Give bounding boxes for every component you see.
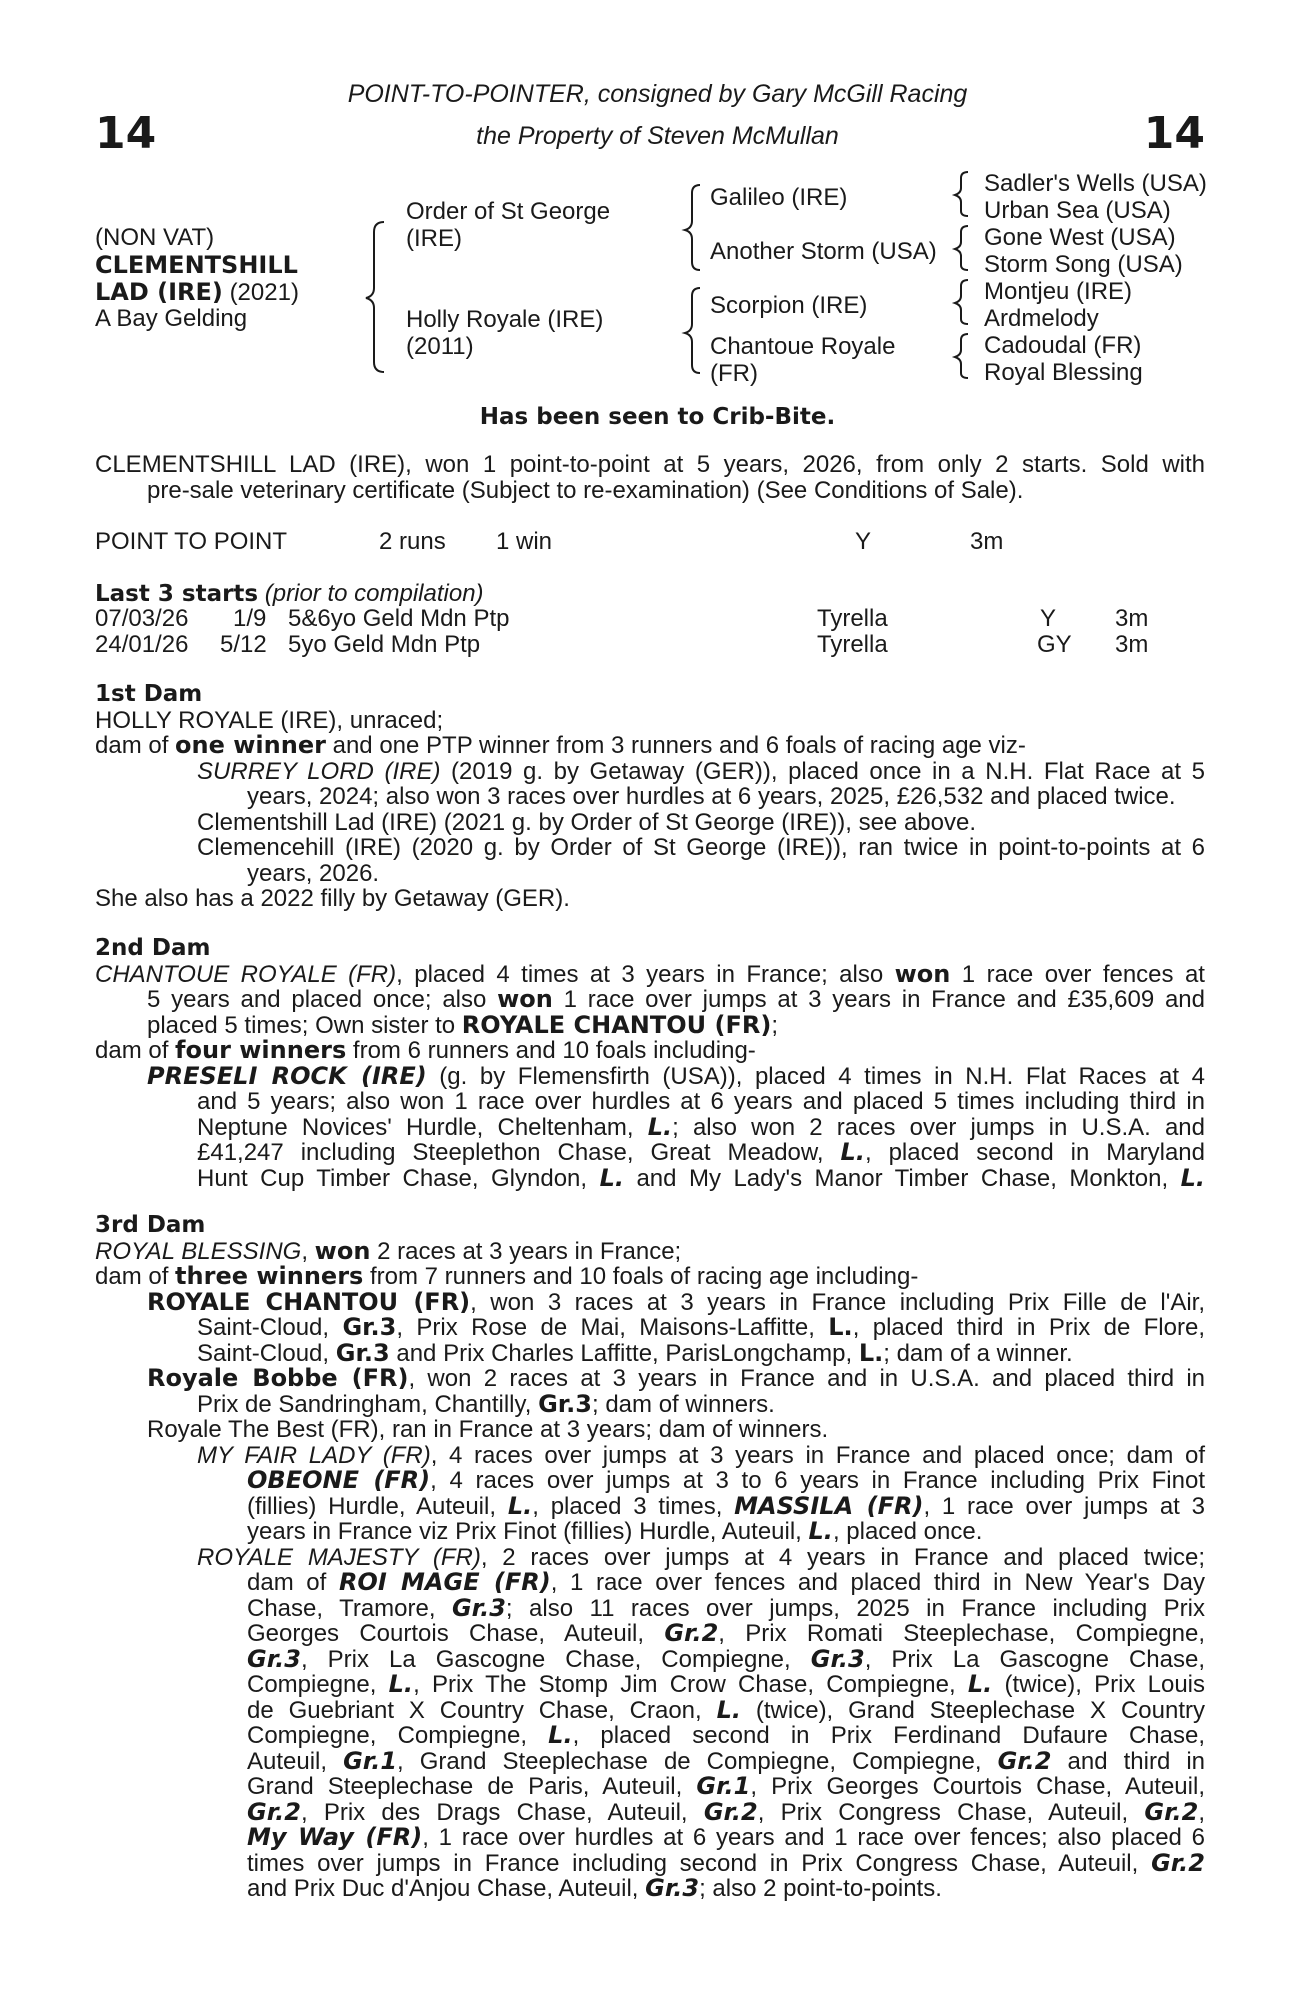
- foal-name: ROYALE MAJESTY (FR): [197, 1543, 481, 1571]
- property-line: the Property of Steven McMullan: [476, 122, 839, 150]
- para-line: [95, 1797, 1205, 1826]
- second-dam-section: [95, 936, 1205, 1191]
- para-line: [95, 1366, 1205, 1392]
- foal-entry: Clemencehill (IRE) (2020 g. by Order of St George (IRE)), ran twice in point-to-points at 6: [197, 834, 1205, 861]
- start-distance: 3m: [1115, 605, 1149, 632]
- bracket-ss: [955, 172, 968, 216]
- foal-name: ROYALE CHANTOU (FR): [147, 1287, 471, 1316]
- text: Neptune Novices' Hurdle, Cheltenham,: [197, 1113, 648, 1141]
- start-date: 07/03/26: [95, 605, 189, 632]
- text: ,: [1198, 1798, 1205, 1826]
- para-line: [95, 1621, 1205, 1647]
- text: Chase, Tramore,: [247, 1594, 452, 1622]
- foal-name: ROI MAGE (FR): [338, 1568, 551, 1596]
- bracket-sd: [955, 226, 968, 270]
- text: (g. by Flemensfirth (USA)), placed 4 times in N.H. Flat Races at 4: [426, 1062, 1205, 1090]
- para-line: [95, 1746, 1206, 1775]
- text: (twice), Prix Louis: [992, 1671, 1206, 1698]
- foal-name: My Way (FR): [247, 1823, 423, 1851]
- para-line: [95, 1338, 1205, 1367]
- text: Saint-Cloud,: [197, 1314, 343, 1341]
- para-line: [95, 1545, 1205, 1571]
- ped-sss: Sadler's Wells (USA): [984, 170, 1207, 197]
- para-line: [95, 1287, 1205, 1316]
- horse-year: (2021): [229, 279, 299, 306]
- start-race: 5&6yo Geld Mdn Ptp: [288, 605, 510, 632]
- horse-name-suffix: LAD (IRE): [95, 278, 223, 306]
- start-date: 24/01/26: [95, 631, 189, 658]
- start-position: 1/9: [233, 605, 267, 632]
- sire-sire: Galileo (IRE): [710, 184, 848, 211]
- para-line: [95, 1112, 1205, 1141]
- text: and Prix Charles Laffitte, ParisLongchamp,: [389, 1339, 859, 1367]
- foal-entry: [95, 759, 1205, 785]
- text: ; dam of a winner.: [883, 1339, 1073, 1367]
- text: , 1 race over jumps at 3: [923, 1492, 1205, 1520]
- first-dam-section: [95, 682, 1205, 912]
- bracket-sire: [685, 185, 700, 270]
- para-line: [95, 1876, 1205, 1902]
- text: and My Lady's Manor Timber Chase, Monkton,: [623, 1164, 1181, 1192]
- listed-tag: L.: [828, 1313, 853, 1341]
- listed-tag: L.: [599, 1163, 624, 1192]
- text: , placed second in Prix Ferdinand Dufaure Chase,: [572, 1722, 1206, 1749]
- ptp-distance: 3m: [970, 528, 1004, 555]
- text: from 7 runners and 10 foals of racing age including-: [363, 1263, 919, 1290]
- first-dam-filly: She also has a 2022 filly by Getaway (GER).: [95, 885, 570, 912]
- group-tag: Gr.3: [645, 1874, 700, 1902]
- text: Compiegne, Compiegne,: [247, 1722, 549, 1749]
- para-line: [95, 1848, 1205, 1877]
- text: , 4 races over jumps at 3 to 6 years in France including Prix Finot: [430, 1467, 1205, 1494]
- ped-ddd: Royal Blessing: [984, 359, 1143, 386]
- text: £41,247 including Steeplethon Chase, Great Meadow,: [197, 1139, 841, 1166]
- first-dam-produce: [95, 733, 1205, 759]
- listed-tag: L.: [808, 1517, 833, 1545]
- listed-tag: L.: [858, 1338, 884, 1367]
- para-line: [95, 1236, 1205, 1265]
- foal-name: Royale Bobbe (FR): [147, 1364, 409, 1392]
- group-tag: Gr.3: [538, 1389, 592, 1418]
- start-going: GY: [1037, 631, 1072, 658]
- text: , won 3 races at 3 years in France including Prix Fille de l'Air,: [470, 1288, 1205, 1316]
- para-line: [95, 1491, 1205, 1520]
- text: and one PTP winner from 3 runners and 6 foals of racing age viz-: [325, 732, 1026, 759]
- foal-entry-cont: years, 2024; also won 3 races over hurdles at 6 years, 2025, £26,532 and placed twice.: [247, 783, 1176, 810]
- group-tag: Gr.2: [247, 1797, 301, 1826]
- group-tag: Gr.3: [335, 1338, 390, 1367]
- winners-count: three winners: [175, 1262, 364, 1290]
- para-line: [95, 1774, 1205, 1800]
- text: 2 races at 3 years in France;: [370, 1237, 682, 1265]
- ptp-label: POINT TO POINT: [95, 528, 288, 555]
- para-line: Royale The Best (FR), ran in France at 3 years; dam of winners.: [147, 1416, 829, 1443]
- text: , Prix des Drags Chase, Auteuil,: [300, 1798, 704, 1826]
- text: ; dam of winners.: [592, 1390, 775, 1418]
- text: , Grand Steeplechase de Compiegne, Compiegne,: [397, 1747, 998, 1775]
- text: ; also 11 races over jumps, 2025 in France including Prix: [505, 1594, 1205, 1622]
- vat-status: (NON VAT): [95, 224, 215, 251]
- group-tag: Gr.3: [342, 1313, 397, 1341]
- horse-name-line1: CLEMENTSHILL: [95, 251, 298, 279]
- start-position: 5/12: [220, 631, 267, 658]
- text: Saint-Cloud,: [197, 1339, 336, 1367]
- text: , 2 races over jumps at 4 years in France and placed twice;: [480, 1543, 1205, 1571]
- listed-tag: L.: [548, 1721, 573, 1749]
- vice-notice: Has been seen to Crib-Bite.: [479, 404, 836, 430]
- bracket-dam: [685, 288, 700, 373]
- sire-dam: Another Storm (USA): [710, 238, 937, 265]
- para-line: [95, 1038, 1205, 1064]
- text: times over jumps in France including second in Prix Congress Chase, Auteuil,: [247, 1849, 1152, 1877]
- text: 1 race over jumps at 3 years in France and £35,609 and: [552, 986, 1205, 1013]
- bracket-dd: [955, 334, 968, 378]
- foal-name: MY FAIR LADY (FR): [197, 1441, 431, 1469]
- group-tag: Gr.2: [997, 1746, 1052, 1775]
- ped-sds: Gone West (USA): [984, 224, 1176, 251]
- para-line: [95, 1723, 1205, 1749]
- text: , placed second in Maryland: [864, 1139, 1205, 1166]
- text: , Prix Congress Chase, Auteuil,: [757, 1798, 1145, 1826]
- text: dam of: [95, 1037, 176, 1064]
- text: 5 years and placed once; also: [147, 986, 498, 1013]
- third-dam-section: [95, 1213, 1205, 1902]
- text: , Prix La Gascogne Chase,: [864, 1645, 1205, 1673]
- listed-tag: L.: [507, 1491, 533, 1520]
- text: 1 race over fences at: [950, 960, 1205, 988]
- text: Georges Courtois Chase, Auteuil,: [247, 1620, 665, 1647]
- start-distance: 3m: [1115, 631, 1149, 658]
- start-race: 5yo Geld Mdn Ptp: [288, 631, 481, 658]
- last-starts-note: (prior to compilation): [264, 580, 484, 607]
- text: dam of: [247, 1569, 339, 1596]
- dam-name: ROYAL BLESSING: [95, 1237, 302, 1265]
- text: Hunt Cup Timber Chase, Glyndon,: [197, 1164, 600, 1192]
- summary-paragraph: [95, 452, 1205, 503]
- text: dam of: [95, 1263, 176, 1290]
- text: , placed third in Prix de Flore,: [852, 1314, 1205, 1341]
- foal-name: SURREY LORD (IRE): [197, 757, 441, 785]
- text: Compiegne,: [247, 1671, 389, 1698]
- para-line: [95, 1443, 1205, 1469]
- listed-tag: L.: [647, 1112, 673, 1141]
- text: won: [497, 985, 553, 1013]
- group-tag: Gr.2: [664, 1619, 719, 1647]
- para-line: [95, 1264, 1205, 1290]
- ped-dss: Montjeu (IRE): [984, 278, 1133, 305]
- para-line: [95, 1140, 1205, 1166]
- sire-name: Order of St George: [406, 198, 611, 225]
- text: placed 5 times; Own sister to: [147, 1011, 462, 1039]
- dam-dam-country: (FR): [710, 360, 758, 387]
- lot-number-left: 14: [95, 108, 157, 159]
- ped-dsd: Ardmelody: [984, 305, 1099, 332]
- start-course: Tyrella: [817, 605, 888, 632]
- group-tag: Gr.3: [451, 1593, 506, 1622]
- para-line: [95, 1163, 1206, 1192]
- para-line: [95, 1593, 1205, 1622]
- bracket-ds: [955, 280, 968, 324]
- group-tag: Gr.1: [343, 1746, 398, 1775]
- third-dam-heading: 3rd Dam: [95, 1212, 206, 1238]
- text: , Prix Georges Courtois Chase, Auteuil,: [750, 1773, 1205, 1800]
- ped-dds: Cadoudal (FR): [984, 332, 1142, 359]
- text: (twice), Grand Steeplechase X Country: [741, 1696, 1205, 1724]
- text: , placed 3 times,: [532, 1492, 735, 1520]
- lot-number-right: 14: [1143, 108, 1205, 159]
- group-tag: Gr.3: [247, 1644, 301, 1673]
- dam-year: (2011): [406, 333, 474, 360]
- para-line: [95, 1644, 1205, 1673]
- text: from 6 runners and 10 foals including-: [346, 1037, 756, 1064]
- ped-sdd: Storm Song (USA): [984, 251, 1183, 278]
- ptp-wins: 1 win: [496, 528, 553, 555]
- sister-name: ROYALE CHANTOU (FR): [461, 1010, 772, 1039]
- last-starts-heading: [95, 580, 484, 608]
- para-line: [95, 1315, 1205, 1341]
- summary-line: CLEMENTSHILL LAD (IRE), won 1 point-to-point at 5 years, 2026, from only 2 starts. Sold with: [95, 451, 1205, 478]
- group-tag: Gr.2: [703, 1797, 758, 1826]
- bracket-gen1: [366, 222, 384, 372]
- text: years in France viz Prix Finot (fillies) Hurdle, Auteuil,: [247, 1518, 809, 1545]
- foal-name: MASSILA (FR): [734, 1491, 924, 1520]
- text: , 1 race over hurdles at 6 years and 1 race over fences; also placed 6: [422, 1824, 1205, 1851]
- text: Prix de Sandringham, Chantilly,: [197, 1390, 539, 1418]
- text: , placed 4 times at 3 years in France; also: [396, 960, 895, 988]
- text: , 4 races over jumps at 3 years in France and placed once; dam of: [430, 1441, 1205, 1469]
- text: , Prix La Gascogne Chase, Compiegne,: [300, 1645, 811, 1673]
- ptp-going: Y: [855, 528, 872, 555]
- text: Grand Steeplechase de Paris, Auteuil,: [247, 1773, 697, 1800]
- start-course: Tyrella: [817, 631, 888, 658]
- text: ;: [771, 1011, 778, 1039]
- text: de Guebriant X Country Chase, Craon,: [247, 1696, 717, 1724]
- text: , 1 race over fences and placed third in New Year's Day: [550, 1569, 1206, 1596]
- text: dam of: [95, 732, 176, 759]
- text: , Prix The Stomp Jim Crow Chase, Compiegne,: [413, 1671, 968, 1698]
- para-line: [95, 1010, 1205, 1039]
- first-dam-intro: HOLLY ROYALE (IRE), unraced;: [95, 706, 444, 734]
- dam-dam: Chantoue Royale: [710, 333, 896, 360]
- para-line: [95, 1519, 1205, 1545]
- text: ; also 2 point-to-points.: [699, 1875, 942, 1902]
- text: won: [894, 959, 951, 988]
- text: Auteuil,: [247, 1747, 344, 1775]
- listed-tag: L.: [388, 1670, 414, 1698]
- text: ; also won 2 races over jumps in U.S.A. and: [672, 1113, 1205, 1141]
- group-tag: Gr.2: [1151, 1848, 1205, 1877]
- text: , won 2 races at 3 years in France and in U.S.A. and placed third in: [408, 1365, 1205, 1392]
- text: , Prix Romati Steeplechase, Compiegne,: [718, 1620, 1205, 1647]
- winners-count: one winner: [175, 731, 326, 759]
- dam-name: Holly Royale (IRE): [406, 306, 604, 333]
- sire-country: (IRE): [406, 225, 462, 252]
- group-tag: Gr.1: [696, 1772, 751, 1800]
- para-line: [95, 959, 1205, 988]
- para-line: [95, 1061, 1205, 1090]
- ped-ssd: Urban Sea (USA): [984, 197, 1171, 224]
- para-line: [95, 1389, 1205, 1418]
- first-dam-heading: 1st Dam: [95, 681, 203, 707]
- text: (2019 g. by Getaway (GER)), placed once in a N.H. Flat Race at 5: [440, 757, 1205, 785]
- para-line: [95, 1825, 1205, 1851]
- para-line: and 5 years; also won 1 race over hurdles at 6 years and placed 5 times including third in: [197, 1088, 1205, 1115]
- text: , placed once.: [832, 1518, 983, 1545]
- listed-tag: L.: [1180, 1163, 1206, 1192]
- last-starts-title: Last 3 starts: [95, 581, 259, 607]
- dam-name: CHANTOUE ROYALE (FR): [95, 960, 397, 988]
- text: won: [314, 1236, 371, 1265]
- text: (fillies) Hurdle, Auteuil,: [247, 1492, 508, 1520]
- text: and Prix Duc d'Anjou Chase, Auteuil,: [247, 1875, 646, 1902]
- consignment-line: POINT-TO-POINTER, consigned by Gary McGill Racing: [347, 80, 968, 108]
- start-going: Y: [1040, 605, 1057, 632]
- para-line: [95, 1695, 1205, 1724]
- horse-description: A Bay Gelding: [95, 305, 248, 332]
- text: , Prix Rose de Mai, Maisons-Laffitte,: [396, 1314, 829, 1341]
- text: ,: [301, 1237, 315, 1265]
- listed-tag: L.: [716, 1695, 741, 1724]
- second-dam-heading: 2nd Dam: [95, 935, 211, 961]
- summary-line: pre-sale veterinary certificate (Subject to re-examination) (See Conditions of Sale).: [147, 476, 1024, 504]
- listed-tag: L.: [840, 1138, 865, 1166]
- dam-sire: Scorpion (IRE): [710, 292, 868, 319]
- foal-entry: Clementshill Lad (IRE) (2021 g. by Order of St George (IRE)), see above.: [197, 808, 977, 836]
- foal-name: PRESELI ROCK (IRE): [147, 1061, 427, 1090]
- group-tag: Gr.3: [810, 1644, 865, 1673]
- para-line: [95, 1570, 1205, 1596]
- para-line: [95, 1672, 1205, 1698]
- ptp-runs: 2 runs: [379, 528, 446, 555]
- foal-entry-cont: years, 2026.: [247, 859, 380, 887]
- listed-tag: L.: [967, 1670, 993, 1698]
- text: and third in: [1051, 1747, 1206, 1775]
- winners-count: four winners: [175, 1036, 347, 1064]
- para-line: [95, 1468, 1205, 1494]
- para-line: [95, 987, 1205, 1013]
- group-tag: Gr.2: [1144, 1797, 1199, 1826]
- foal-name: OBEONE (FR): [247, 1466, 431, 1494]
